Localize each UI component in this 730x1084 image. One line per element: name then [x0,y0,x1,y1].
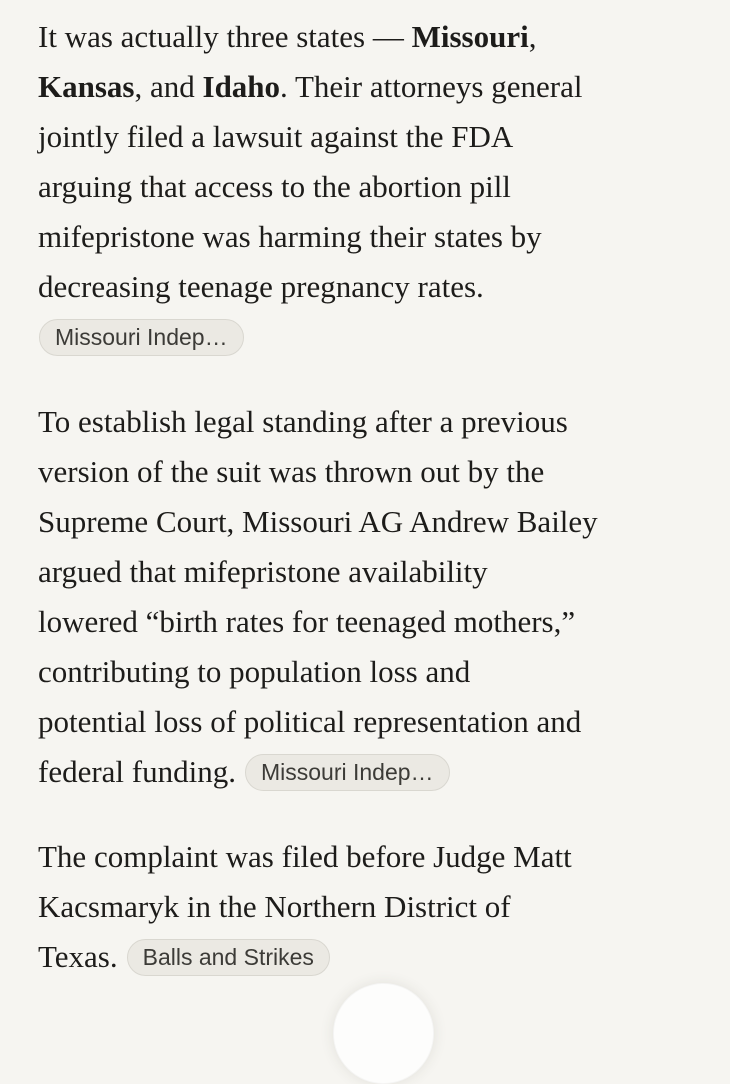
text: decreasing teenage pregnancy rates. [38,269,484,304]
text: potential loss of political representation and [38,704,582,739]
text-line [38,882,700,932]
text: contributing to population loss and [38,654,471,689]
text-line [38,397,700,447]
text: The complaint was filed before Judge Matt [38,839,572,874]
bold-text: Kansas [38,69,135,104]
text: arguing that access to the abortion pill [38,169,511,204]
text-line [38,932,700,982]
text: Texas. [38,939,118,974]
text-line [38,697,700,747]
text: lowered “birth rates for teenaged mothers,” [38,604,576,639]
text: federal funding. [38,754,236,789]
text: Supreme Court, Missouri AG Andrew Bailey [38,504,598,539]
text: , [528,19,537,54]
text: To establish legal standing after a previous [38,404,568,439]
citation-pill[interactable]: Balls and Strikes [127,939,330,976]
message-body [38,12,700,982]
text-line [38,832,700,882]
text: It was actually three states — [38,19,412,54]
bold-text: Idaho [202,69,281,104]
text: argued that mifepristone availability [38,554,488,589]
text-line [38,212,700,262]
paragraph [38,12,700,362]
bold-text: Missouri [411,19,529,54]
text-line [38,497,700,547]
text-line [38,112,700,162]
text-line [38,597,700,647]
text: Kacsmaryk in the Northern District of [38,889,511,924]
text-line [38,647,700,697]
citation-pill[interactable]: Missouri Indep… [245,754,450,791]
text: version of the suit was thrown out by the [38,454,545,489]
citation-pill[interactable]: Missouri Indep… [39,319,244,356]
text-line [38,547,700,597]
scroll-to-bottom-button[interactable] [333,983,434,1084]
paragraph [38,832,700,982]
text-line [38,12,700,62]
text: , and [134,69,203,104]
citation-line [38,312,700,362]
paragraph [38,397,700,797]
text-line [38,262,700,312]
text-line [38,447,700,497]
text: mifepristone was harming their states by [38,219,542,254]
text: jointly filed a lawsuit against the FDA [38,119,514,154]
text-line [38,747,700,797]
text-line [38,62,700,112]
text-line [38,162,700,212]
text: . Their attorneys general [280,69,583,104]
